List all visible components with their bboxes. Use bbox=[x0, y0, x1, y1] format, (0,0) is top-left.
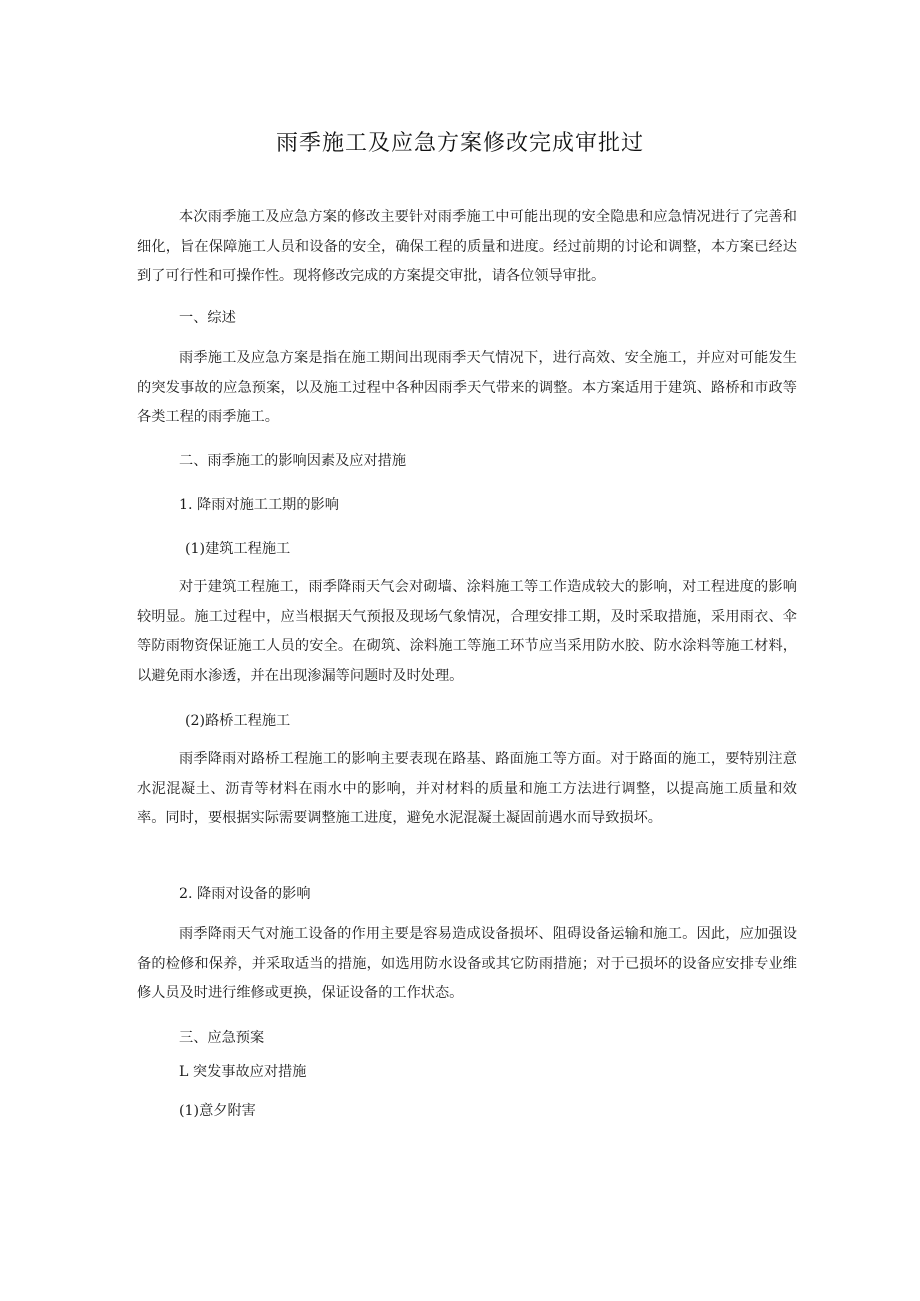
intro-paragraph: 本次雨季施工及应急方案的修改主要针对雨季施工中可能出现的安全隐患和应急情况进行了完善和细化，旨在保障施工人员和设备的安全，确保工程的质量和进度。经过前期的讨论和调整，本方案已经达到了可行性和可操作性。现将修改完成的方案提交审批，请各位领导审批。 bbox=[137, 209, 797, 284]
sub2-heading: (2)路桥工程施工 bbox=[185, 713, 291, 729]
item2-paragraph: 雨季降雨天气对施工设备的作用主要是容易造成设备损坏、阻碍设备运输和施工。因此，应加强设备的检修和保养，并采取适当的措施，如选用防水设备或其它防雨措施；对于已损坏的设备应安排专业维修人员及时进行维修或更换，保证设备的工作状态。 bbox=[137, 926, 797, 1001]
item2-heading: 2. 降雨对设备的影响 bbox=[179, 886, 311, 902]
section1-paragraph: 雨季施工及应急方案是指在施工期间出现雨季天气情况下，进行高效、安全施工，并应对可能发生的突发事故的应急预案，以及施工过程中各种因雨季天气带来的调整。本方案适用于建筑、路桥和市政等各类工程的雨季施工。 bbox=[137, 350, 797, 425]
sub2-paragraph: 雨季降雨对路桥工程施工的影响主要表现在路基、路面施工等方面。对于路面的施工，要特别注意水泥混凝土、沥青等材料在雨水中的影响，并对材料的质量和施工方法进行调整，以提高施工质量和效率。同时，要根据实际需要调整施工进度，避免水泥混凝土凝固前遇水而导致损坏。 bbox=[137, 751, 797, 826]
item1-heading: 1. 降雨对施工工期的影响 bbox=[179, 497, 339, 513]
section1-heading: 一、综述 bbox=[179, 310, 236, 326]
sub1-paragraph: 对于建筑工程施工，雨季降雨天气会对砌墙、涂料施工等工作造成较大的影响，对工程进度的影响较明显。施工过程中，应当根据天气预报及现场气象情况，合理安排工期，及时采取措施，采用雨衣、伞等防雨物资保证施工人员的安全。在砌筑、涂料施工等施工环节应当采用防水胶、防水涂料等施工材料，以避免雨水渗透，并在出现渗漏等问题时及时处理。 bbox=[137, 579, 797, 684]
sub1-heading: (1)建筑工程施工 bbox=[185, 541, 291, 557]
section3-heading: 三、应急预案 bbox=[179, 1030, 265, 1046]
section2-heading: 二、雨季施工的影响因素及应对措施 bbox=[179, 453, 407, 469]
sub3-heading: (1)意夕附害 bbox=[179, 1103, 256, 1119]
document-title: 雨季施工及应急方案修改完成审批过 bbox=[275, 131, 644, 156]
item3-heading: L 突发事故应对措施 bbox=[179, 1064, 307, 1080]
